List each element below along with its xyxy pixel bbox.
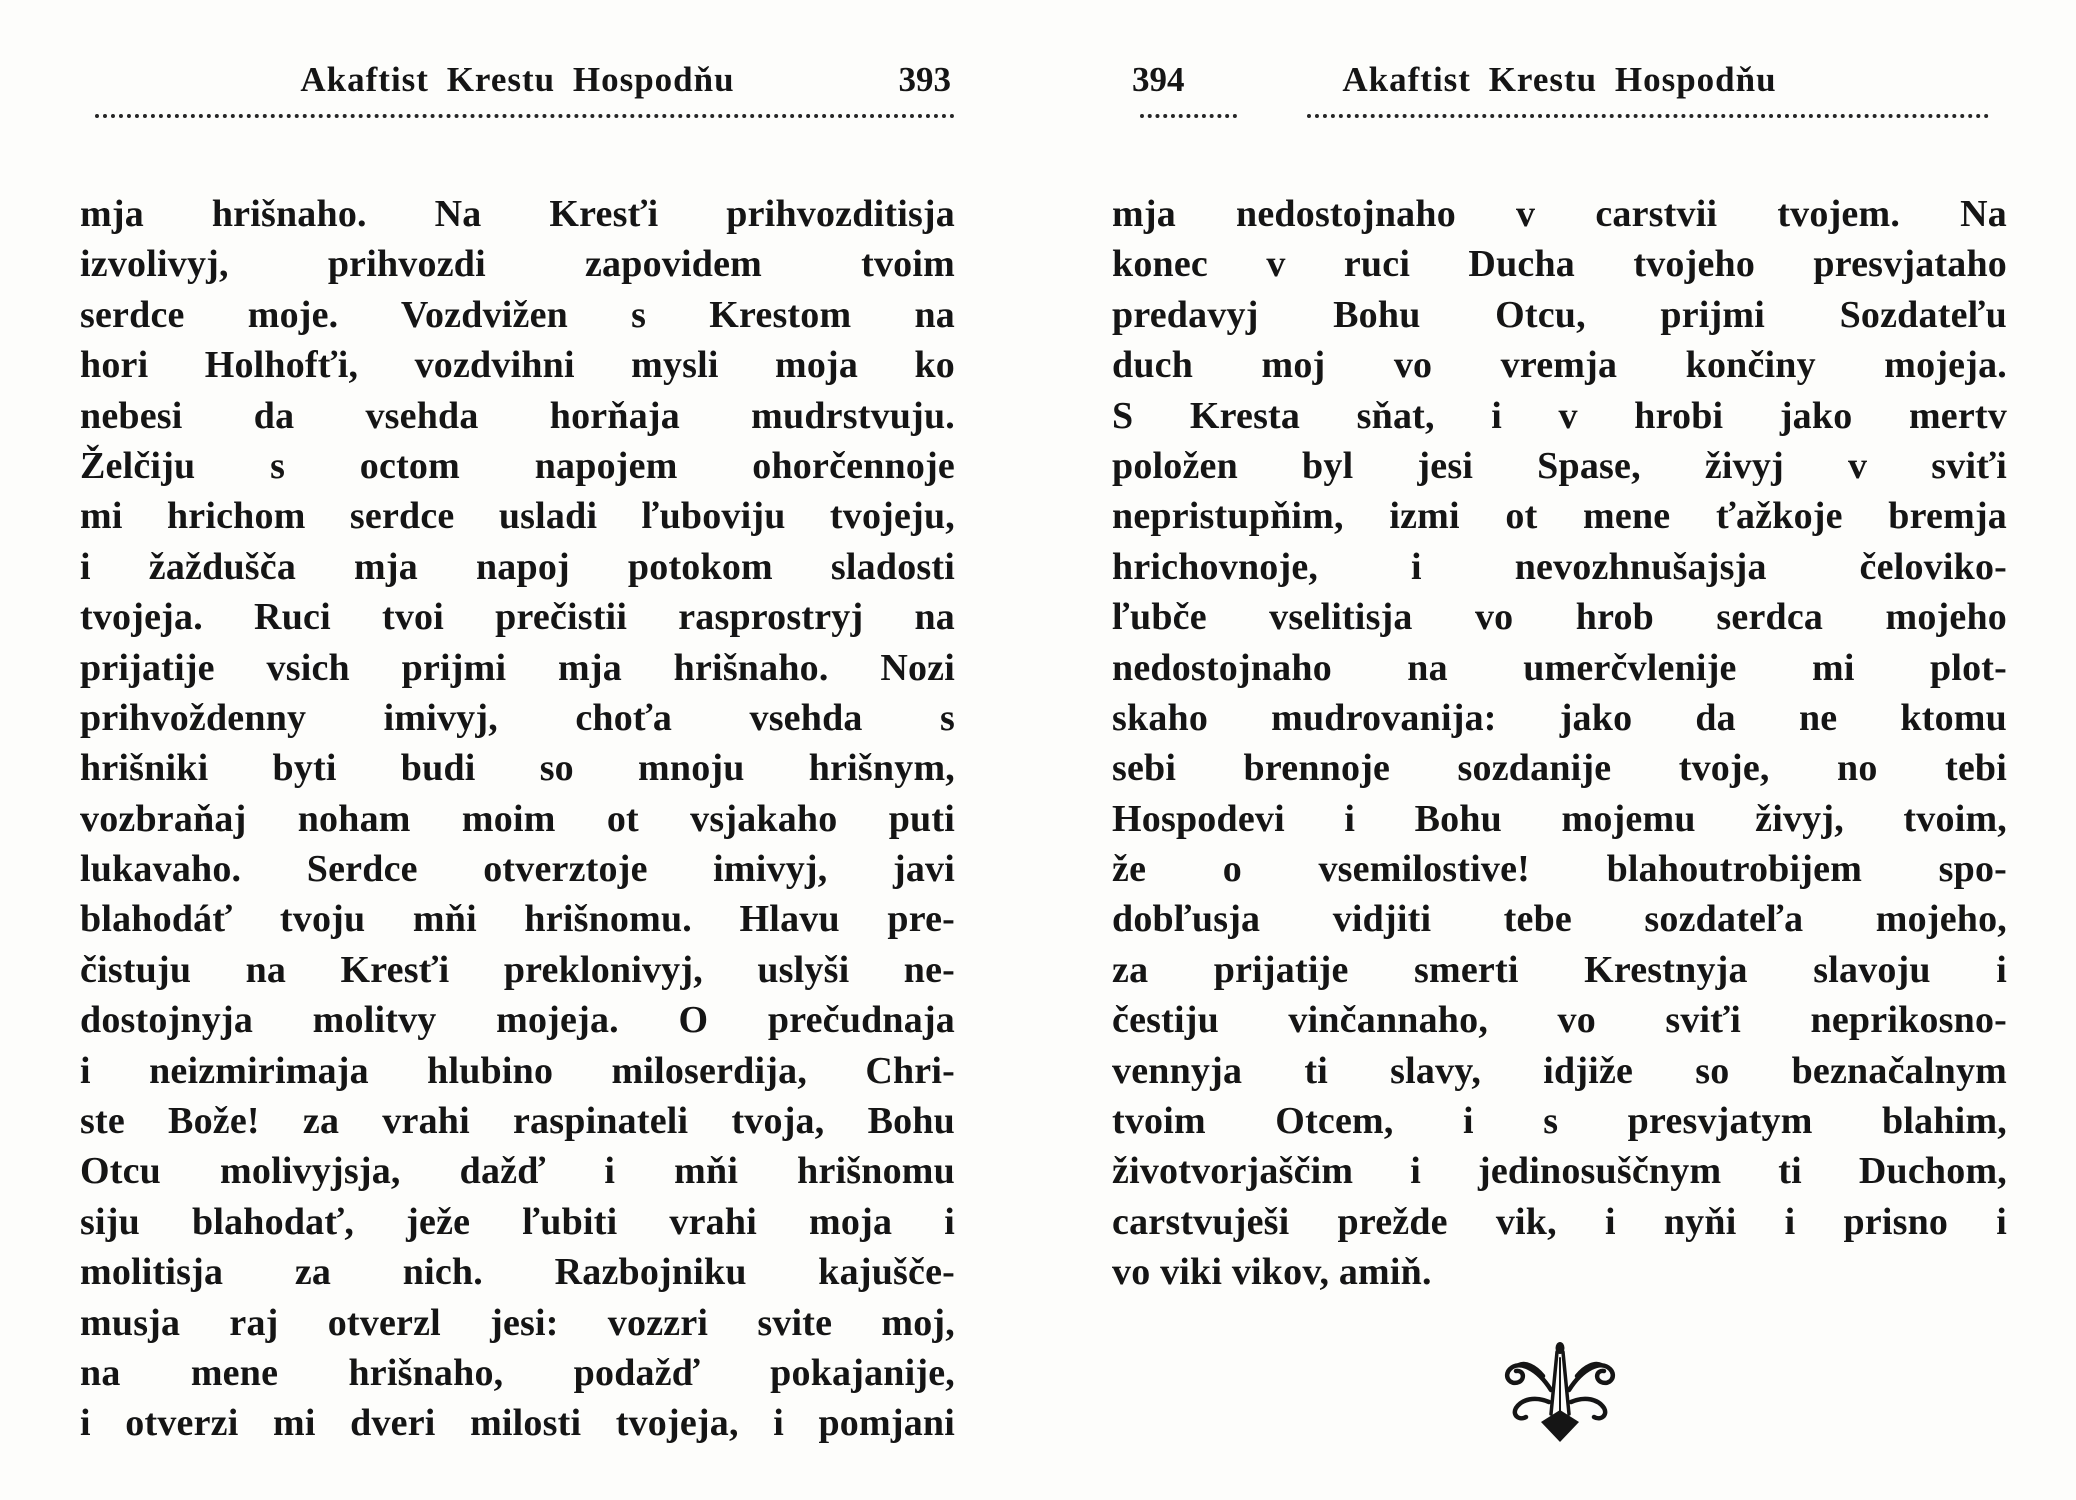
text-line: i otverzi mi dveri milosti tvojeja, i pomjani — [80, 1402, 955, 1445]
right-page-number: 394 — [1132, 60, 1185, 99]
text-line: konec v ruci Ducha tvojeho presvjataho — [1112, 243, 2007, 286]
right-page-header — [1112, 58, 2007, 108]
text-line: na mene hrišnaho, podažď pokajanije, — [80, 1351, 955, 1394]
text-line: lukavaho. Serdce otverztoje imivyj, javi — [80, 848, 955, 891]
text-line: skaho mudrovanija: jako da ne ktomu — [1112, 696, 2007, 739]
text-line: sebi brennoje sozdanije tvoje, no tebi — [1112, 747, 2007, 790]
text-line: tvojeja. Ruci tvoi prečistii rasprostryj na — [80, 596, 955, 639]
text-line: nebesi da vsehda horňaja mudrstvuju. — [80, 394, 955, 437]
right-page-text — [1112, 189, 2007, 1298]
text-line: serdce moje. Vozdvižen s Krestom na — [80, 293, 955, 336]
text-line: i žaždušča mja napoj potokom sladosti — [80, 545, 955, 588]
text-line: čestiju vinčannaho, vo sviťi neprikosno- — [1112, 999, 2007, 1042]
left-header-rule — [95, 114, 955, 118]
text-line: ľubče vselitisja vo hrob serdca mojeho — [1112, 596, 2007, 639]
text-line: izvolivyj, prihvozdi zapovidem tvoim — [80, 243, 955, 286]
left-page-text — [80, 189, 955, 1449]
text-line: nedostojnaho na umerčvlenije mi plot- — [1112, 646, 2007, 689]
text-line: mja hrišnaho. Na Kresťi prihvozditisja — [80, 193, 955, 235]
text-line: že o vsemilostive! blahoutrobijem spo- — [1112, 848, 2007, 891]
text-line: položen byl jesi Spase, živyj v sviťi — [1112, 444, 2007, 487]
text-line: čistuju na Kresťi preklonivyj, uslyši ne- — [80, 948, 955, 991]
text-line: carstvuješi prežde vik, i nyňi i prisno i — [1112, 1200, 2007, 1243]
left-page-header — [80, 58, 955, 108]
text-line: Hospodevi i Bohu mojemu živyj, tvoim, — [1112, 797, 2007, 840]
text-line: ste Bože! za vrahi raspinateli tvoja, Bohu — [80, 1100, 955, 1143]
text-line: hrichovnoje, i nevozhnušajsja čeloviko- — [1112, 545, 2007, 588]
text-line: tvoim Otcem, i s presvjatym blahim, — [1112, 1100, 2007, 1143]
text-line: S Kresta sňat, i v hrobi jako mertv — [1112, 394, 2007, 437]
text-line: Želčiju s octom napojem ohorčennoje — [80, 444, 955, 487]
right-page — [1112, 58, 2007, 1446]
text-line: dobľusja vidjiti tebe sozdateľa mojeho, — [1112, 898, 2007, 941]
fleuron-ornament-icon — [1485, 1338, 1635, 1446]
text-line: predavyj Bohu Otcu, prijmi Sozdateľu — [1112, 293, 2007, 336]
text-line: musja raj otverzl jesi: vozzri svite moj, — [80, 1301, 955, 1344]
text-line: vo viki vikov, amiň. — [1112, 1251, 1432, 1294]
right-header-rule-segment — [1307, 114, 1989, 118]
text-line: nepristupňim, izmi ot mene ťažkoje bremja — [1112, 495, 2007, 538]
text-line: vennyja ti slavy, idjiže so beznačalnym — [1112, 1049, 2007, 1092]
text-line: blahodáť tvoju mňi hrišnomu. Hlavu pre- — [80, 898, 955, 941]
text-line: i neizmirimaja hlubino miloserdija, Chri- — [80, 1049, 955, 1092]
text-line: dostojnyja molitvy mojeja. O prečudnaja — [80, 999, 955, 1042]
text-line: za prijatije smerti Krestnyja slavoju i — [1112, 948, 2007, 991]
text-line: hori Holhofťi, vozdvihni mysli moja ko — [80, 344, 955, 387]
left-page-number: 393 — [898, 60, 951, 99]
text-line: mja nedostojnaho v carstvii tvojem. Na — [1112, 193, 2007, 235]
text-line: molitisja za nich. Razbojniku kajušče- — [80, 1251, 955, 1294]
text-line: hrišniki byti budi so mnoju hrišnym, — [80, 747, 955, 790]
left-page — [80, 58, 955, 1449]
text-line: vozbraňaj noham moim ot vsjakaho puti — [80, 797, 955, 840]
right-running-title: Akaftist Krestu Hospodňu — [1342, 60, 1777, 99]
text-line: duch moj vo vremja končiny mojeja. — [1112, 344, 2007, 387]
left-running-title: Akaftist Krestu Hospodňu — [300, 60, 735, 99]
text-line: prijatije vsich prijmi mja hrišnaho. Nozi — [80, 646, 955, 689]
right-header-rule-segment — [1140, 114, 1237, 118]
text-line: Otcu molivyjsja, dažď i mňi hrišnomu — [80, 1150, 955, 1193]
text-line: siju blahodať, ježe ľubiti vrahi moja i — [80, 1200, 955, 1243]
text-line: prihvoždenny imivyj, choťa vsehda s — [80, 696, 955, 739]
text-line: mi hrichom serdce usladi ľuboviju tvojeju, — [80, 495, 955, 538]
right-header-rule — [1140, 114, 1989, 118]
text-line: životvorjaščim i jedinosuščnym ti Duchom, — [1112, 1150, 2007, 1193]
